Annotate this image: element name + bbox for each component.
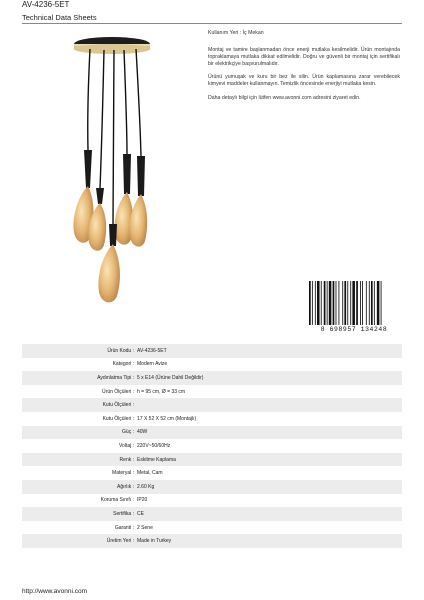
barcode — [308, 281, 400, 335]
spec-row — [22, 385, 402, 399]
spec-row — [22, 398, 402, 412]
spec-value: h = 95 cm, Ø = 33 cm — [136, 385, 402, 399]
spec-label: Sertifika : — [22, 507, 136, 521]
spec-label: Kutu Ölçüleri : — [22, 412, 136, 426]
spec-label: Garanti : — [22, 521, 136, 535]
spec-label: Ürün Kodu : — [22, 344, 136, 358]
spec-value: IP20 — [136, 494, 402, 508]
installation-note: Montaj ve tamire başlanmadan önce enerji mutlaka kesilmelidir. Ürün montajında topraklamaya mutlaka dikkat edilmelidir. Doğru ve güvenli bir montaj için sertifikalı bir elektrikçiye başvurulmalıdır. — [208, 47, 400, 68]
spec-row — [22, 439, 402, 453]
product-code-header: AV-4236-5ET — [22, 0, 70, 9]
spec-label: Kategori : — [22, 358, 136, 372]
spec-label: Renk : — [22, 453, 136, 467]
spec-value: 17 X 52 X 52 cm (Montajlı) — [136, 412, 402, 426]
product-info — [208, 30, 400, 108]
spec-row — [22, 466, 402, 480]
spec-table — [22, 344, 402, 548]
spec-label: Üretim Yeri : — [22, 534, 136, 548]
website-note: Daha detaylı bilgi için lütfen www.avonni.com adresini ziyaret edin. — [208, 94, 361, 101]
spec-label: Materyal : — [22, 466, 136, 480]
cleaning-note: Ürünü yumuşak ve kuru bir bez ile silin. Ürün kaplamasına zarar verebilecek kimyevi maddeler kullanmayın. Temizlik öncesinde enerjiyi mutlaka kesin. — [208, 74, 400, 88]
spec-value: 220V~50/60Hz — [136, 439, 402, 453]
spec-value — [136, 398, 402, 412]
header-divider — [22, 23, 402, 24]
spec-value: Made in Turkey — [136, 534, 402, 548]
document-title: Technical Data Sheets — [22, 13, 97, 22]
spec-row — [22, 426, 402, 440]
spec-row — [22, 494, 402, 508]
footer-url: http://www.avonni.com — [22, 588, 88, 595]
spec-row — [22, 534, 402, 548]
spec-row — [22, 507, 402, 521]
spec-label: Güç : — [22, 426, 136, 440]
usage-location: Kullanım Yeri : İç Mekan — [208, 30, 264, 36]
spec-label: Kutu Ölçüleri : — [22, 398, 136, 412]
spec-value: Eskitme Kaplama — [136, 453, 402, 467]
spec-label: Voltaj : — [22, 439, 136, 453]
spec-row — [22, 453, 402, 467]
spec-value: CE — [136, 507, 402, 521]
spec-row — [22, 480, 402, 494]
spec-value: Metal, Cam — [136, 466, 402, 480]
spec-row — [22, 521, 402, 535]
spec-label: Koruma Sınıfı : — [22, 494, 136, 508]
barcode-bars — [308, 281, 400, 325]
spec-row — [22, 371, 402, 385]
spec-row — [22, 344, 402, 358]
barcode-number: 8 698957 134248 — [320, 326, 388, 333]
spec-row — [22, 358, 402, 372]
spec-value: Modern Avize — [136, 358, 402, 372]
product-image — [60, 28, 170, 308]
spec-row — [22, 412, 402, 426]
spec-value: 40W — [136, 426, 402, 440]
spec-value: 2.60 Kg — [136, 480, 402, 494]
spec-label: Aydınlatma Tipi : — [22, 371, 136, 385]
spec-value: 5 x E14 (Ürüne Dahil Değildir) — [136, 371, 402, 385]
spec-value: AV-4236-5ET — [136, 344, 402, 358]
spec-value: 2 Sene — [136, 521, 402, 535]
spec-label: Ağırlık : — [22, 480, 136, 494]
spec-label: Ürün Ölçüleri : — [22, 385, 136, 399]
